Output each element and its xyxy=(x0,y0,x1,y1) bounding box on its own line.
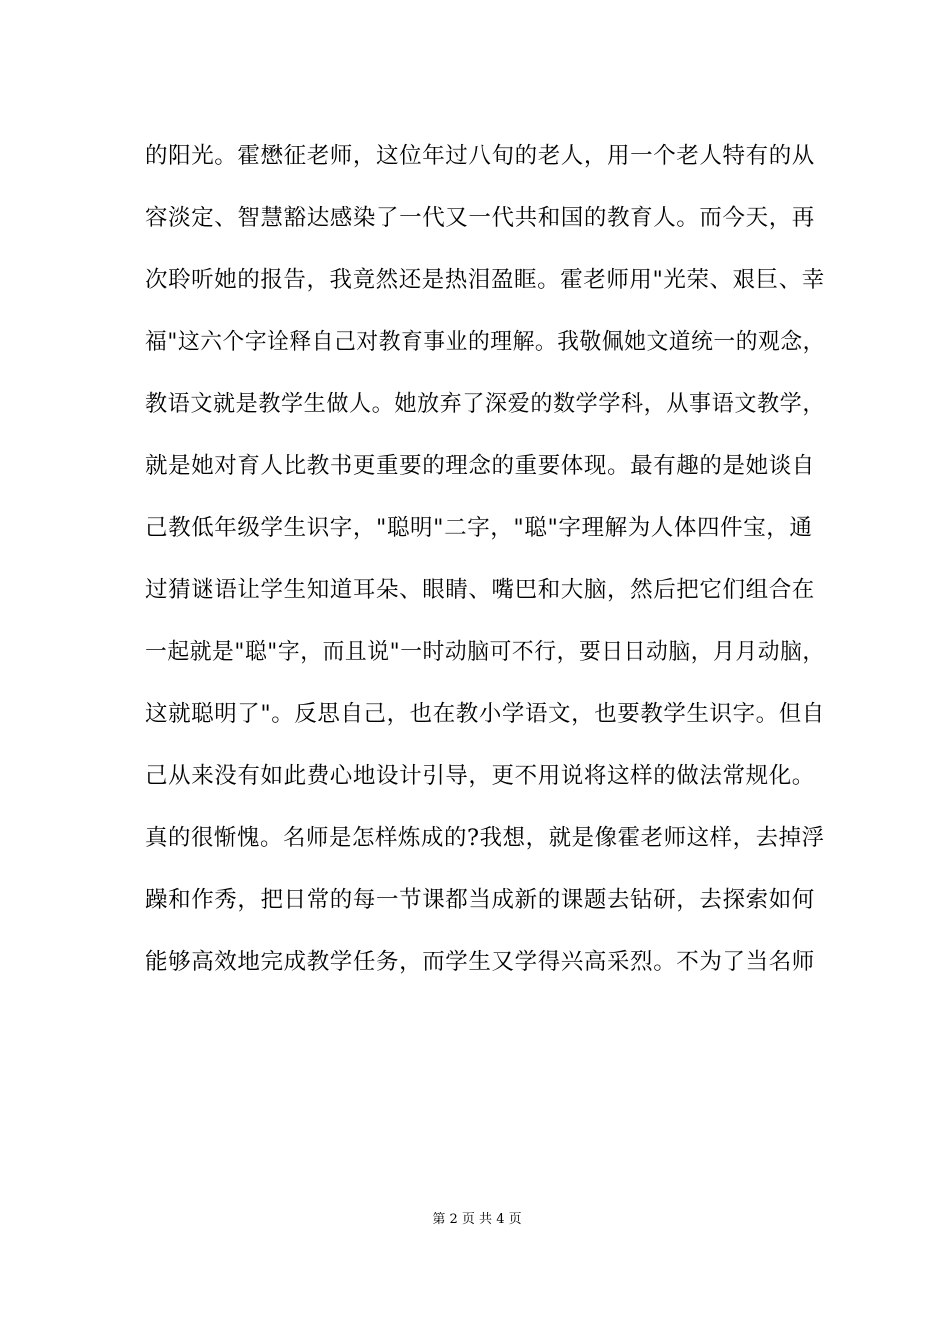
text-line: 真的很惭愧。名师是怎样炼成的?我想，就是像霍老师这样，去掉浮 xyxy=(145,825,825,851)
text-line: 次聆听她的报告，我竟然还是热泪盈眶。霍老师用"光荣、艰巨、幸 xyxy=(145,267,825,293)
text-line: 的阳光。霍懋征老师，这位年过八旬的老人，用一个老人特有的从 xyxy=(145,143,815,169)
text-line: 己从来没有如此费心地设计引导，更不用说将这样的做法常规化。 xyxy=(145,763,815,789)
text-line: 过猜谜语让学生知道耳朵、眼睛、嘴巴和大脑，然后把它们组合在 xyxy=(145,577,815,603)
body-text xyxy=(145,131,825,999)
text-line: 能够高效地完成教学任务，而学生又学得兴高采烈。不为了当名师 xyxy=(145,949,815,975)
page-number-label: 第 2 页 共 4 页 xyxy=(432,1212,522,1227)
text-line: 福"这六个字诠释自己对教育事业的理解。我敬佩她文道统一的观念， xyxy=(145,329,825,355)
text-line: 这就聪明了"。反思自己，也在教小学语文，也要教学生识字。但自 xyxy=(145,701,825,727)
text-line: 己教低年级学生识字，"聪明"二字，"聪"字理解为人体四件宝，通 xyxy=(145,515,813,541)
text-line: 容淡定、智慧豁达感染了一代又一代共和国的教育人。而今天，再 xyxy=(145,205,815,231)
text-line: 就是她对育人比教书更重要的理念的重要体现。最有趣的是她谈自 xyxy=(145,453,815,479)
page-number xyxy=(0,1208,950,1227)
text-line: 教语文就是教学生做人。她放弃了深爱的数学学科，从事语文教学， xyxy=(145,391,826,417)
text-line: 一起就是"聪"字，而且说"一时动脑可不行，要日日动脑，月月动脑， xyxy=(145,639,825,665)
text-line: 躁和作秀，把日常的每一节课都当成新的课题去钻研，去探索如何 xyxy=(145,887,815,913)
